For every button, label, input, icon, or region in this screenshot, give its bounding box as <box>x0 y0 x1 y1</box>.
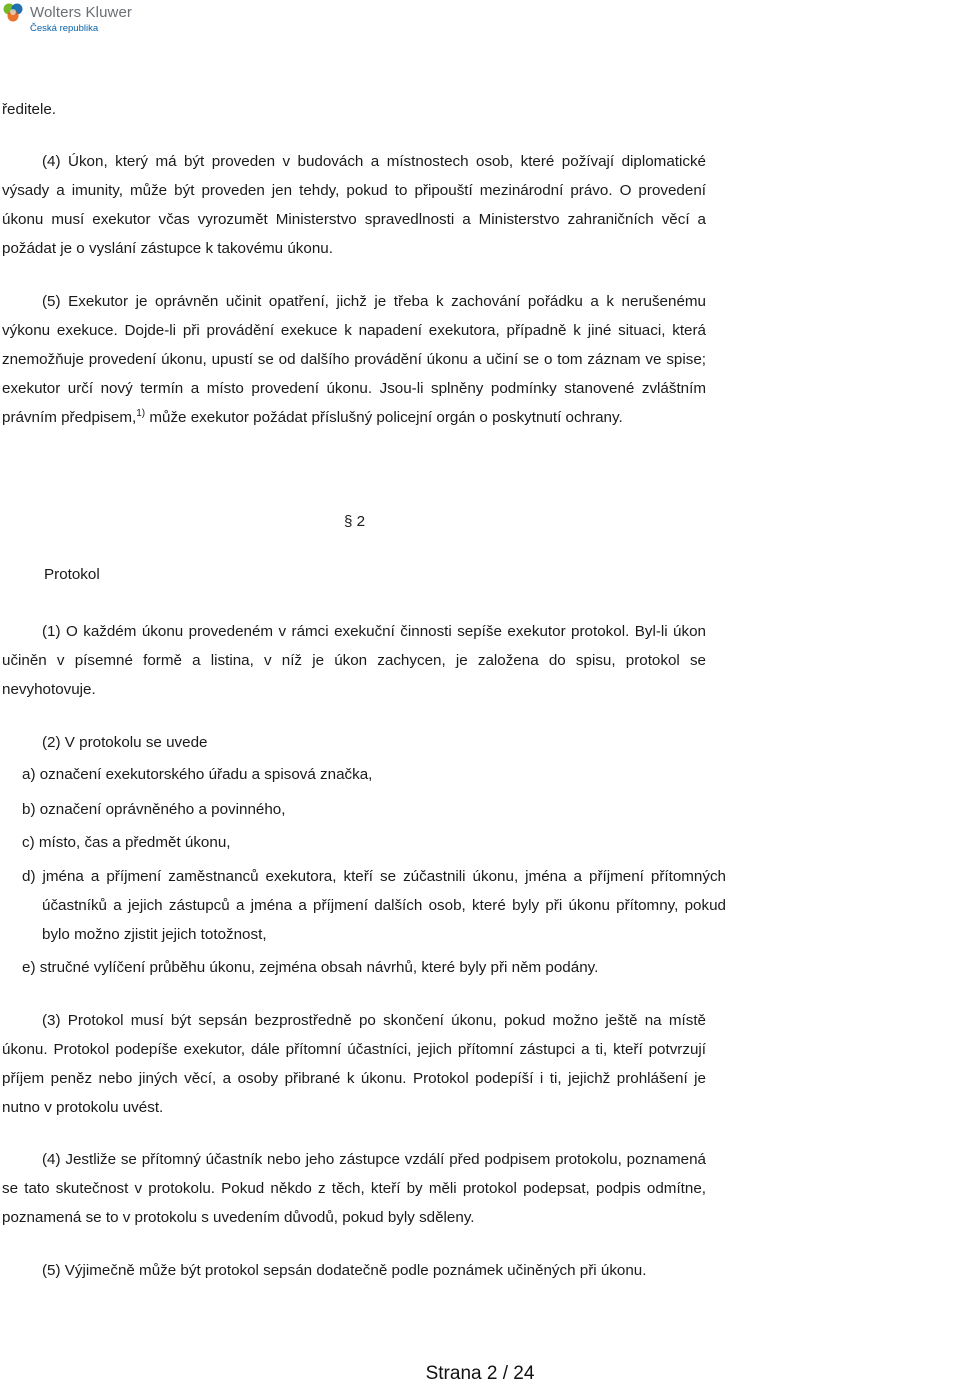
section-title: Protokol <box>44 566 100 583</box>
section-mark: § 2 <box>344 513 366 530</box>
subsection-1: (1) O každém úkonu provedeném v rámci exekuční činnosti sepíše exekutor protokol. Byl-li úkon učiněn v písemné formě a listina, v níž je úkon zachycen, je založena do spisu, protokol se nevyhotovuje. <box>2 623 706 698</box>
logo-name: Wolters Kluwer <box>30 4 132 21</box>
subsection-2-intro: (2) V protokolu se uvede <box>42 734 208 751</box>
subsection-5: (5) Výjimečně může být protokol sepsán dodatečně podle poznámek učiněných při úkonu. <box>42 1262 647 1279</box>
list-item-b: b) označení oprávněného a povinného, <box>22 801 286 818</box>
paragraph-4-diplomatic: (4) Úkon, který má být proveden v budovách a místnostech osob, které požívají diplomatické výsady a imunity, může být proveden jen tehdy, pokud to připouští mezinárodní právo. O provedení úkonu musí exekutor včas vyrozumět Ministerstvo spravedlnosti a Ministerstvo zahraničních věcí a požádat je o vyslání zástupce k takovému úkonu. <box>2 153 706 257</box>
page-number: Strana 2 / 24 <box>425 1363 535 1384</box>
paragraph-continuation: ředitele. <box>2 101 57 118</box>
wolters-kluwer-logo-icon <box>2 2 24 24</box>
paragraph-5-order <box>2 287 706 432</box>
paragraph-5-text-a: (5) Exekutor je oprávněn učinit opatření, jichž je třeba k zachování pořádku a k nerušenému výkonu exekuce. Dojde-li při provádění exekuce k napadení exekutora, případně k jiné situaci, která znemožňuje provedení úkonu, upustí se od dalšího provádění úkonu a učiní se o tom záznam ve spise; exekutor určí nový termín a místo provedení úkonu. Jsou-li splněny podmínky stanovené zvláštním právním předpisem, <box>2 293 706 426</box>
subsection-3: (3) Protokol musí být sepsán bezprostředně po skončení úkonu, pokud možno ještě na místě úkonu. Protokol podepíše exekutor, dále přítomní účastníci, jejich přítomní zástupci a ti, kteří potvrzují příjem peněz nebo jiných věcí, a osoby přibrané k úkonu. Protokol podepíší i ti, jejichž prohlášení je nutno v protokolu uvést. <box>2 1012 706 1116</box>
list-item-d: d) jména a příjmení zaměstnanců exekutora, kteří se zúčastnili úkonu, jména a příjmení přítomných účastníků a jejich zástupců a jména a příjmení dalších osob, které byly při úkonu přítomny, pokud bylo možno zjistit jejich totožnost, <box>22 868 726 943</box>
subsection-4: (4) Jestliže se přítomný účastník nebo jeho zástupce vzdálí před podpisem protokolu, poznamená se tato skutečnost v protokolu. Pokud někdo z těch, kteří by měli protokol podepsat, podpis odmítne, poznamená se to v protokolu s uvedením důvodů, pokud byly sděleny. <box>2 1151 706 1226</box>
list-item-e: e) stručné vylíčení průběhu úkonu, zejména obsah návrhů, které byly při něm podány. <box>22 959 599 976</box>
list-item-a: a) označení exekutorského úřadu a spisová značka, <box>22 766 373 783</box>
publisher-logo <box>2 2 132 36</box>
list-item-c: c) místo, čas a předmět úkonu, <box>22 834 231 851</box>
paragraph-5-text-b: může exekutor požádat příslušný policejní orgán o poskytnutí ochrany. <box>145 409 623 426</box>
logo-subtitle: Česká republika <box>30 23 99 34</box>
footnote-reference: 1) <box>136 408 146 419</box>
